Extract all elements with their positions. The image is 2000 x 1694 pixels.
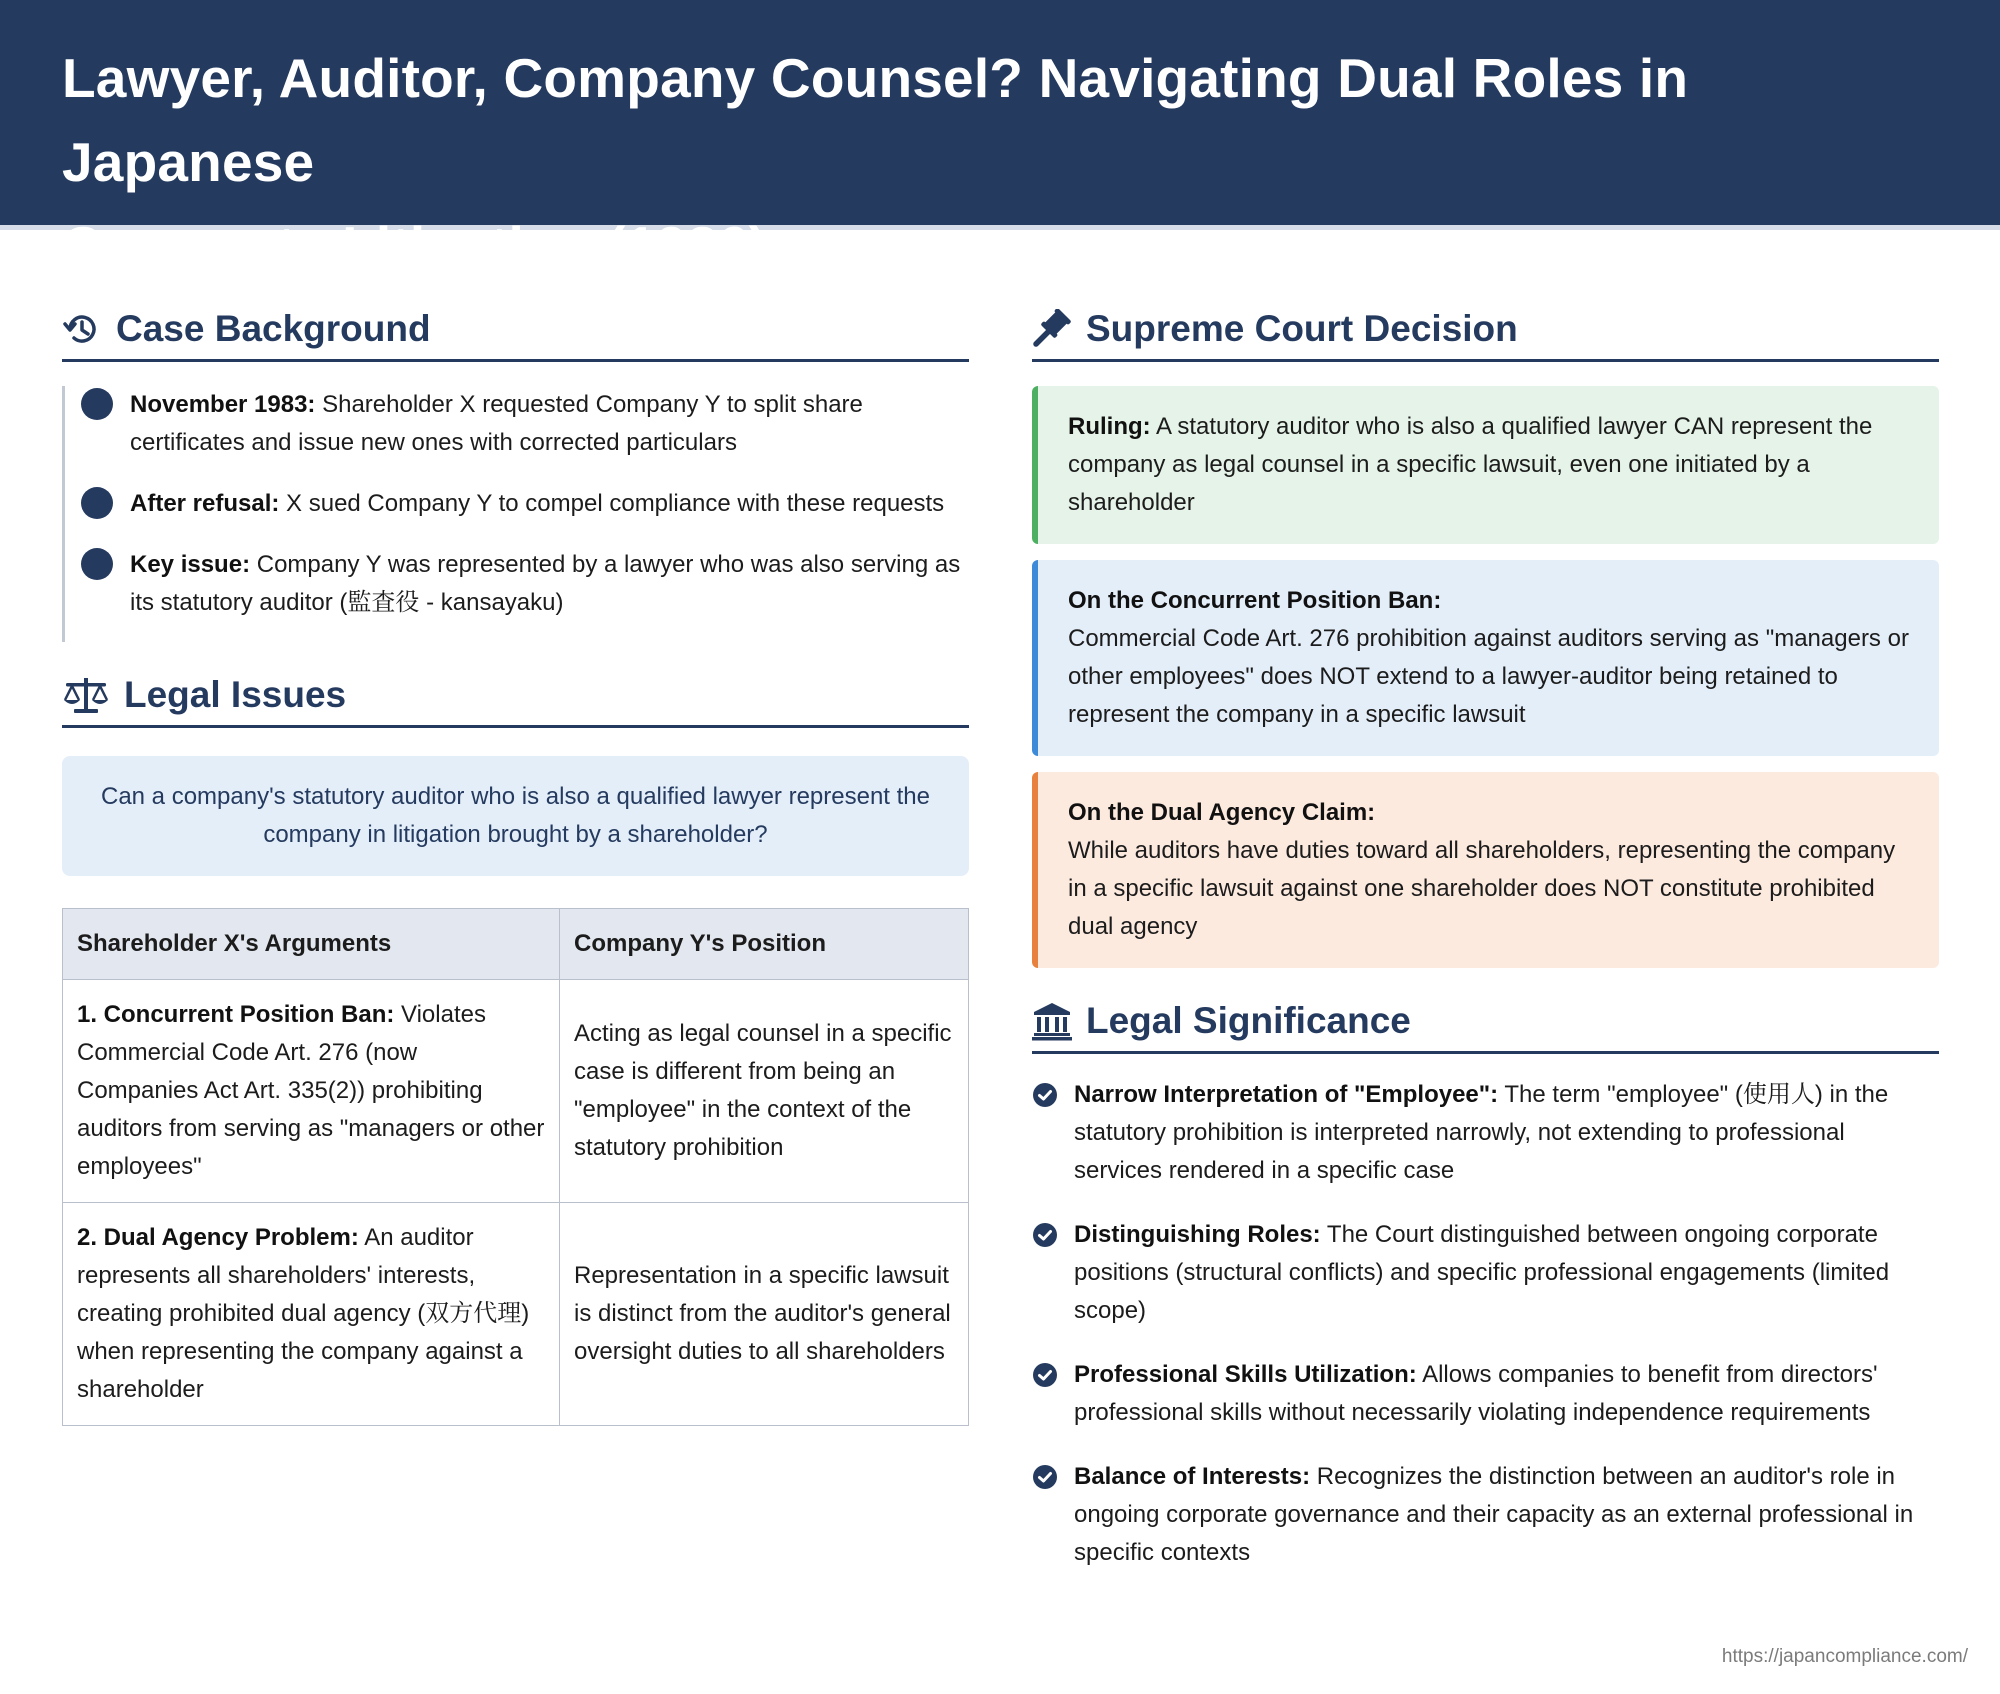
timeline-label: After refusal: xyxy=(130,490,280,517)
significance-text: The term "employee" (使用人) in the statutory prohibition is interpreted narrowly, not extending to professional services rendered in a specific case xyxy=(1074,1081,1889,1184)
argument-text: Violates Commercial Code Art. 276 (now Companies Act Art. 335(2)) prohibiting auditors from serving as "managers or other employees" xyxy=(77,1001,545,1180)
scale-icon xyxy=(62,675,110,715)
timeline-item xyxy=(65,386,969,462)
position-ban-text: Commercial Code Art. 276 prohibition against auditors serving as "managers or other employees" does NOT extend to a lawyer-auditor being retained to represent the company in a specific lawsuit xyxy=(1068,625,1909,728)
legal-issues-header xyxy=(62,666,969,728)
timeline-label: Key issue: xyxy=(130,551,251,578)
check-circle-icon xyxy=(1032,1082,1058,1108)
timeline-text: X sued Company Y to compel compliance with these requests xyxy=(279,490,945,517)
ruling-card xyxy=(1032,386,1939,544)
ruling-label: Ruling: xyxy=(1068,413,1151,440)
case-background-header xyxy=(62,300,969,362)
timeline-item xyxy=(65,546,969,642)
argument-label: 1. Concurrent Position Ban: xyxy=(77,1001,395,1028)
case-background-title: Case Background xyxy=(116,307,431,349)
table-header-row xyxy=(63,909,969,980)
page-title xyxy=(62,36,1938,288)
dual-agency-card xyxy=(1032,772,1939,968)
legal-issues-title: Legal Issues xyxy=(124,673,347,715)
left-column xyxy=(62,300,969,1426)
case-timeline xyxy=(62,386,969,642)
ruling-text: A statutory auditor who is also a qualified lawyer CAN represent the company as legal counsel in a specific lawsuit, even one initiated by a shareholder xyxy=(1068,413,1873,516)
position-ban-title: On the Concurrent Position Ban: xyxy=(1068,587,1442,614)
source-url: https://japancompliance.com/ xyxy=(1721,1646,1968,1667)
timeline-label: November 1983: xyxy=(130,391,316,418)
timeline-dot xyxy=(81,388,113,420)
column-header: Company Y's Position xyxy=(560,909,969,980)
check-circle-icon xyxy=(1032,1222,1058,1248)
argument-label: 2. Dual Agency Problem: xyxy=(77,1224,359,1251)
table-cell-position: Representation in a specific lawsuit is distinct from the auditor's general oversight duties to all shareholders xyxy=(560,1203,969,1426)
page-title-line2: Corporate Litigation (1986) xyxy=(62,215,768,277)
significance-list xyxy=(1032,1076,1939,1572)
timeline-item xyxy=(65,485,969,523)
position-ban-card xyxy=(1032,560,1939,756)
dual-agency-title: On the Dual Agency Claim: xyxy=(1068,799,1376,826)
table-row xyxy=(63,1203,969,1426)
landmark-icon xyxy=(1032,1001,1072,1041)
timeline-text: Shareholder X requested Company Y to split share certificates and issue new ones with corrected particulars xyxy=(130,391,863,456)
column-header: Shareholder X's Arguments xyxy=(63,909,560,980)
timeline-text: Company Y was represented by a lawyer who was also serving as its statutory auditor (監査役 - kansayaku) xyxy=(130,551,961,616)
page-title-line1: Lawyer, Auditor, Company Counsel? Navigating Dual Roles in Japanese xyxy=(62,47,1689,193)
significance-label: Distinguishing Roles: xyxy=(1074,1221,1321,1248)
significance-label: Professional Skills Utilization: xyxy=(1074,1361,1417,1388)
decision-title: Supreme Court Decision xyxy=(1086,307,1518,349)
list-item xyxy=(1032,1458,1939,1572)
check-circle-icon xyxy=(1032,1362,1058,1388)
significance-label: Balance of Interests: xyxy=(1074,1463,1311,1490)
significance-text: Recognizes the distinction between an auditor's role in ongoing corporate governance and their capacity as an external professional in specific contexts xyxy=(1074,1463,1914,1566)
history-icon xyxy=(62,309,102,349)
table-cell-argument xyxy=(63,980,560,1203)
significance-text: The Court distinguished between ongoing corporate positions (structural conflicts) and specific professional engagements (limited scope) xyxy=(1074,1221,1890,1324)
gavel-icon xyxy=(1032,309,1072,349)
dual-agency-text: While auditors have duties toward all shareholders, representing the company in a specific lawsuit against one shareholder does NOT constitute prohibited dual agency xyxy=(1068,837,1896,940)
list-item xyxy=(1032,1216,1939,1330)
check-circle-icon xyxy=(1032,1464,1058,1490)
significance-text: Allows companies to benefit from directors' professional skills without necessarily violating independence requirements xyxy=(1074,1361,1878,1426)
table-cell-argument xyxy=(63,1203,560,1426)
table-cell-position: Acting as legal counsel in a specific case is different from being an "employee" in the context of the statutory prohibition xyxy=(560,980,969,1203)
list-item xyxy=(1032,1356,1939,1432)
right-column xyxy=(1032,300,1939,1598)
legal-question-box: Can a company's statutory auditor who is also a qualified lawyer represent the company in litigation brought by a shareholder? xyxy=(62,756,969,876)
significance-label: Narrow Interpretation of "Employee": xyxy=(1074,1081,1499,1108)
page-header xyxy=(0,0,2000,277)
significance-header xyxy=(1032,992,1939,1054)
list-item xyxy=(1032,1076,1939,1190)
arguments-table xyxy=(62,908,969,1426)
timeline-dot xyxy=(81,548,113,580)
argument-text: An auditor represents all shareholders' interests, creating prohibited dual agency (双方代理) when representing the company against a shareholder xyxy=(77,1224,530,1403)
table-row xyxy=(63,980,969,1203)
timeline-dot xyxy=(81,487,113,519)
decision-header xyxy=(1032,300,1939,362)
significance-title: Legal Significance xyxy=(1086,999,1411,1041)
